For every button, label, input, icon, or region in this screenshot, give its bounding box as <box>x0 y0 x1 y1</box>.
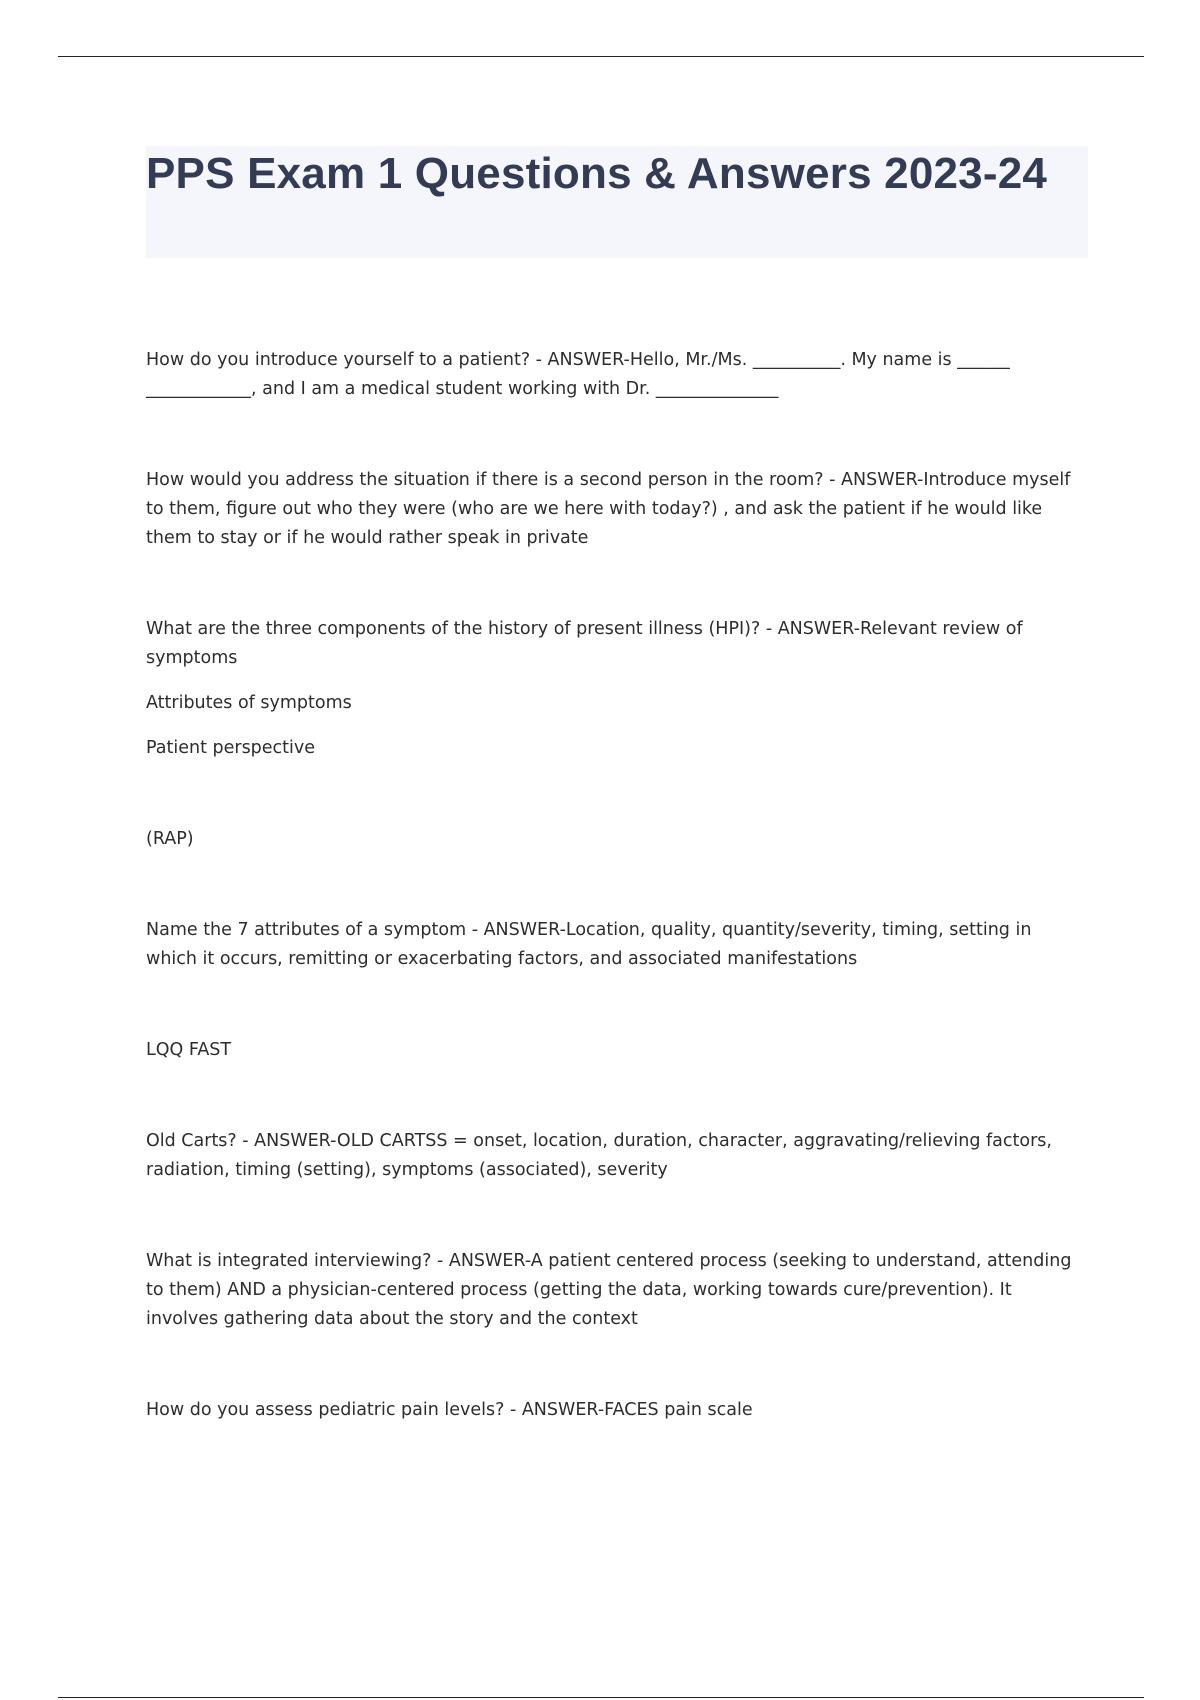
qa-old-carts: Old Carts? - ANSWER-OLD CARTSS = onset, location, duration, character, aggravating/relieving factors, radiation, timing (setting), symptoms (associated), severity <box>146 1131 1052 1180</box>
qa-hpi-perspective-line: Patient perspective <box>146 738 316 758</box>
qa-pediatric-pain: How do you assess pediatric pain levels? - ANSWER-FACES pain scale <box>146 1400 753 1420</box>
qa-lqq-fast-mnemonic: LQQ FAST <box>146 1040 232 1060</box>
bottom-rule <box>58 1697 1144 1698</box>
qa-content <box>146 346 1076 1425</box>
qa-seven-attributes: Name the 7 attributes of a symptom - ANSWER-Location, quality, quantity/severity, timing, setting in which it occurs, remitting or exacerbating factors, and associated manifestations <box>146 920 1032 969</box>
qa-rap-mnemonic: (RAP) <box>146 829 194 849</box>
top-rule <box>58 56 1144 57</box>
qa-second-person: How would you address the situation if there is a second person in the room? - ANSWER-Introduce myself to them, figure out who they were (who are we here with today?) , and ask the patient if he would like them to stay or if he would rather speak in private <box>146 470 1071 548</box>
qa-hpi-attributes-line: Attributes of symptoms <box>146 693 352 713</box>
page-title: PPS Exam 1 Questions & Answers 2023-24 <box>146 149 1048 198</box>
qa-integrated-interviewing: What is integrated interviewing? - ANSWER-A patient centered process (seeking to understand, attending to them) AND a physician-centered process (getting the data, working towards cure/prevention). It involves gathering data about the story and the context <box>146 1251 1072 1329</box>
qa-introduce-yourself: How do you introduce yourself to a patient? - ANSWER-Hello, Mr./Ms. __________. My name is ______ ____________, and I am a medical student working with Dr. ______________ <box>146 350 1010 399</box>
title-banner <box>146 146 1088 258</box>
qa-hpi-components: What are the three components of the history of present illness (HPI)? - ANSWER-Relevant review of symptoms <box>146 619 1023 668</box>
